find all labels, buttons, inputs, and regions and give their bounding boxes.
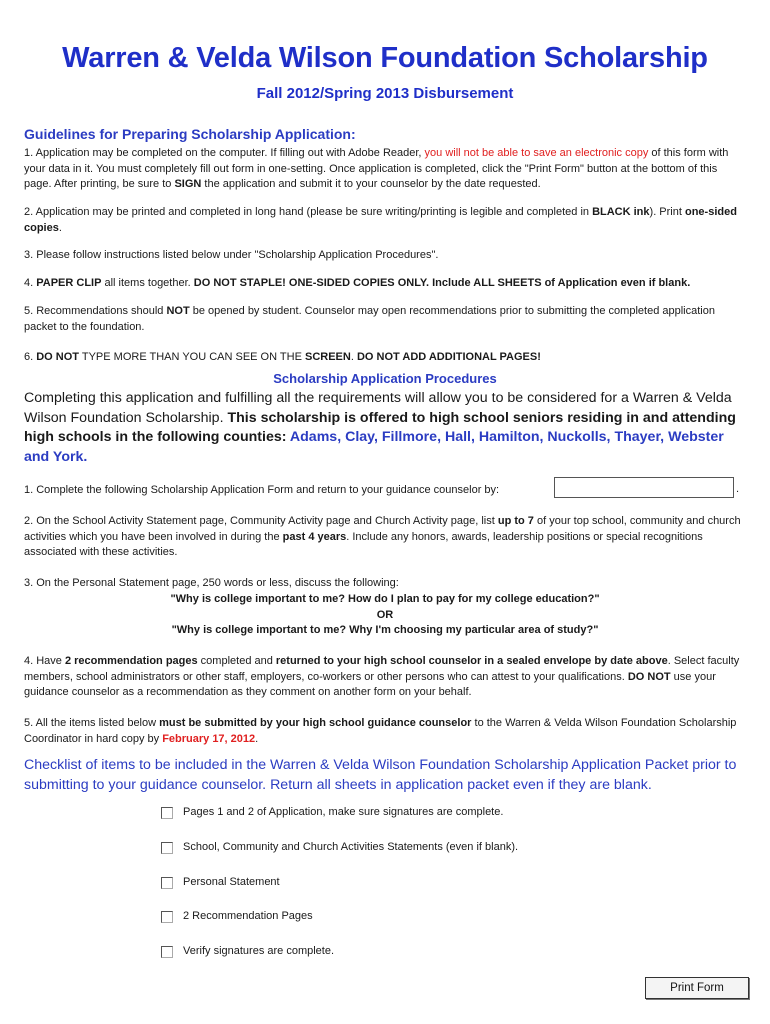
- guideline-3: 3. Please follow instructions listed below under "Scholarship Application Procedures".: [24, 249, 439, 261]
- guideline-6: 6. DO NOT TYPE MORE THAN YOU CAN SEE ON THE SCREEN. DO NOT ADD ADDITIONAL PAGES!: [24, 351, 541, 363]
- checkbox[interactable]: [161, 877, 173, 889]
- checkbox[interactable]: [161, 807, 173, 819]
- procedure-1-period: .: [736, 483, 740, 495]
- page-title: Warren & Velda Wilson Foundation Scholarship: [62, 42, 708, 74]
- procedure-3: 3. On the Personal Statement page, 250 words or less, discuss the following:: [24, 577, 399, 589]
- guideline-5: 5. Recommendations should NOT be opened by student. Counselor may open recommendations prior to submitting the completed application packet to the foundation.: [24, 305, 715, 333]
- procedure-5: 5. All the items listed below must be submitted by your high school guidance counselor to the Warren & Velda Wilson Foundation Scholarship Coordinator in hard copy by February 17, 2012.: [24, 717, 737, 745]
- due-date-input[interactable]: [554, 477, 734, 498]
- page-subtitle: Fall 2012/Spring 2013 Disbursement: [256, 85, 514, 102]
- procedure-1: 1. Complete the following Scholarship Application Form and return to your guidance counselor by:: [24, 484, 500, 496]
- essay-question-2: "Why is college important to me? Why I'm choosing my particular area of study?": [171, 624, 599, 636]
- guideline-1: 1. Application may be completed on the computer. If filling out with Adobe Reader, you will not be able to save an electronic copy of this form with your data in it. You must completely fill out form in one-setting. Once application is completed, click the "Print Form" button at the bottom of this page. After printing, be sure to SIGN the application and submit it to your counselor by the date requested.: [24, 147, 729, 190]
- checkbox[interactable]: [161, 911, 173, 923]
- guideline-4: 4. PAPER CLIP all items together. DO NOT STAPLE! ONE-SIDED COPIES ONLY. Include ALL SHEETS of Application even if blank.: [24, 277, 691, 289]
- application-page: Warren & Velda Wilson Foundation Scholarship Fall 2012/Spring 2013 Disbursement Guidelines for Preparing Scholarship Application: 1. Application may be completed on the computer. If filling out with Adobe Reader, you will not be able to save an electronic copy of this form with your data in it. You must completely fill out form in one-setting. Once application is completed, click the "Print Form" button at the bottom of this page. After printing, be sure to SIGN the application and submit it to your counselor by the date requested. 2. Application may be printed and completed in long hand (please be sure writing/printing is legible and completed in BLACK ink). Print one-sided copies. 3. Please follow instructions listed below under "Scholarship Application Procedures". 4. PAPER CLIP all items together. DO NOT STAPLE! ONE-SIDED COPIES ONLY. Include ALL SHEETS of Application even if blank. 5. Recommendations should NOT be opened by student. Counselor may open recommendations prior to submitting the completed application packet to the foundation. 6. DO NOT TYPE MORE THAN YOU CAN SEE ON THE SCREEN. DO NOT ADD ADDITIONAL PAGES! Scholarship Application Procedures Completing this application and fulfilling all the requirements will allow you to be considered for a Warren & Velda Wilson Foundation Scholarship. This scholarship is offered to high school seniors residing in and attending high schools in the following counties: Adams, Clay, Fillmore, Hall, Hamilton, Nuckolls, Thayer, Webster and York. 1. Complete the following Scholarship Application Form and return to your guidance counselor by: . 2. On the School Activity Statement page, Community Activity page and Church Activity page, list up to 7 of your top school, community and church activities which you have been involved in during the past 4 years. Include any honors, awards, leadership positions or special recognitions associated with these activities. 3. On the Personal Statement page, 250 words or less, discuss the following: "Why is college important to me? How do I plan to pay for my college education?" OR "Why is college important to me? Why I'm choosing my particular area of study?" 4. Have 2 recommendation pages completed and returned to your high school counselor in a sealed envelope by date above. Select faculty members, school administrators or other staff, employers, co-workers or other persons who can attest to your qualifications. DO NOT use your guidance counselor as a recommendation as they comment on another form on your behalf. 5. All the items listed below must be submitted by your high school guidance counselor to the Warren & Velda Wilson Foundation Scholarship Coordinator in hard copy by February 17, 2012. Checklist of items to be included in the Warren & Velda Wilson Foundation Scholarship Application Packet prior to submitting to your guidance counselor. Return all sheets in application packet even if they are blank. Pages 1 and 2 of Application, make sure signatures are complete. School, Community and Church Activities Statements (even if blank). Personal Statement 2 Recommendation Pages Verify signatures are complete. Print Form: [0, 0, 770, 1024]
- procedure-2: 2. On the School Activity Statement page, Community Activity page and Church Activity page, list up to 7 of your top school, community and church activities which you have been involved in during the past 4 years. Include any honors, awards, leadership positions or special recognitions associated with these activities.: [24, 515, 741, 558]
- essay-or: OR: [376, 609, 394, 621]
- guideline-2: 2. Application may be printed and completed in long hand (please be sure writing/printing is legible and completed in BLACK ink). Print one-sided copies.: [24, 206, 737, 234]
- procedures-intro: Completing this application and fulfilling all the requirements will allow you to be considered for a Warren & Velda Wilson Foundation Scholarship. This scholarship is offered to high school seniors residing in and attending high schools in the following counties: Adams, Clay, Fillmore, Hall, Hamilton, Nuckolls, Thayer, Webster and York.: [24, 390, 736, 465]
- guidelines-heading: Guidelines for Preparing Scholarship Application:: [24, 126, 356, 142]
- procedure-4: 4. Have 2 recommendation pages completed and returned to your high school counselor in a sealed envelope by date above. Select faculty members, school administrators or other staff, employers, co-workers or other persons who can attest to your qualifications. DO NOT use your guidance counselor as a recommendation as they comment on another form on your behalf.: [24, 655, 740, 698]
- deadline-date: February 17, 2012: [162, 732, 256, 745]
- essay-question-1: "Why is college important to me? How do I plan to pay for my college education?": [170, 593, 600, 605]
- print-form-button[interactable]: Print Form: [645, 977, 749, 999]
- checklist-heading: Checklist of items to be included in the Warren & Velda Wilson Foundation Scholarship Application Packet prior to submitting to your guidance counselor. Return all sheets in application packet even if they are blank.: [24, 757, 737, 793]
- checkbox[interactable]: [161, 842, 173, 854]
- county-list: Adams, Clay, Fillmore, Hall, Hamilton, Nuckolls, Thayer, Webster and York.: [24, 429, 724, 465]
- checkbox[interactable]: [161, 946, 173, 958]
- no-save-warning: you will not be able to save an electronic copy: [424, 147, 649, 159]
- procedures-title: Scholarship Application Procedures: [273, 371, 497, 386]
